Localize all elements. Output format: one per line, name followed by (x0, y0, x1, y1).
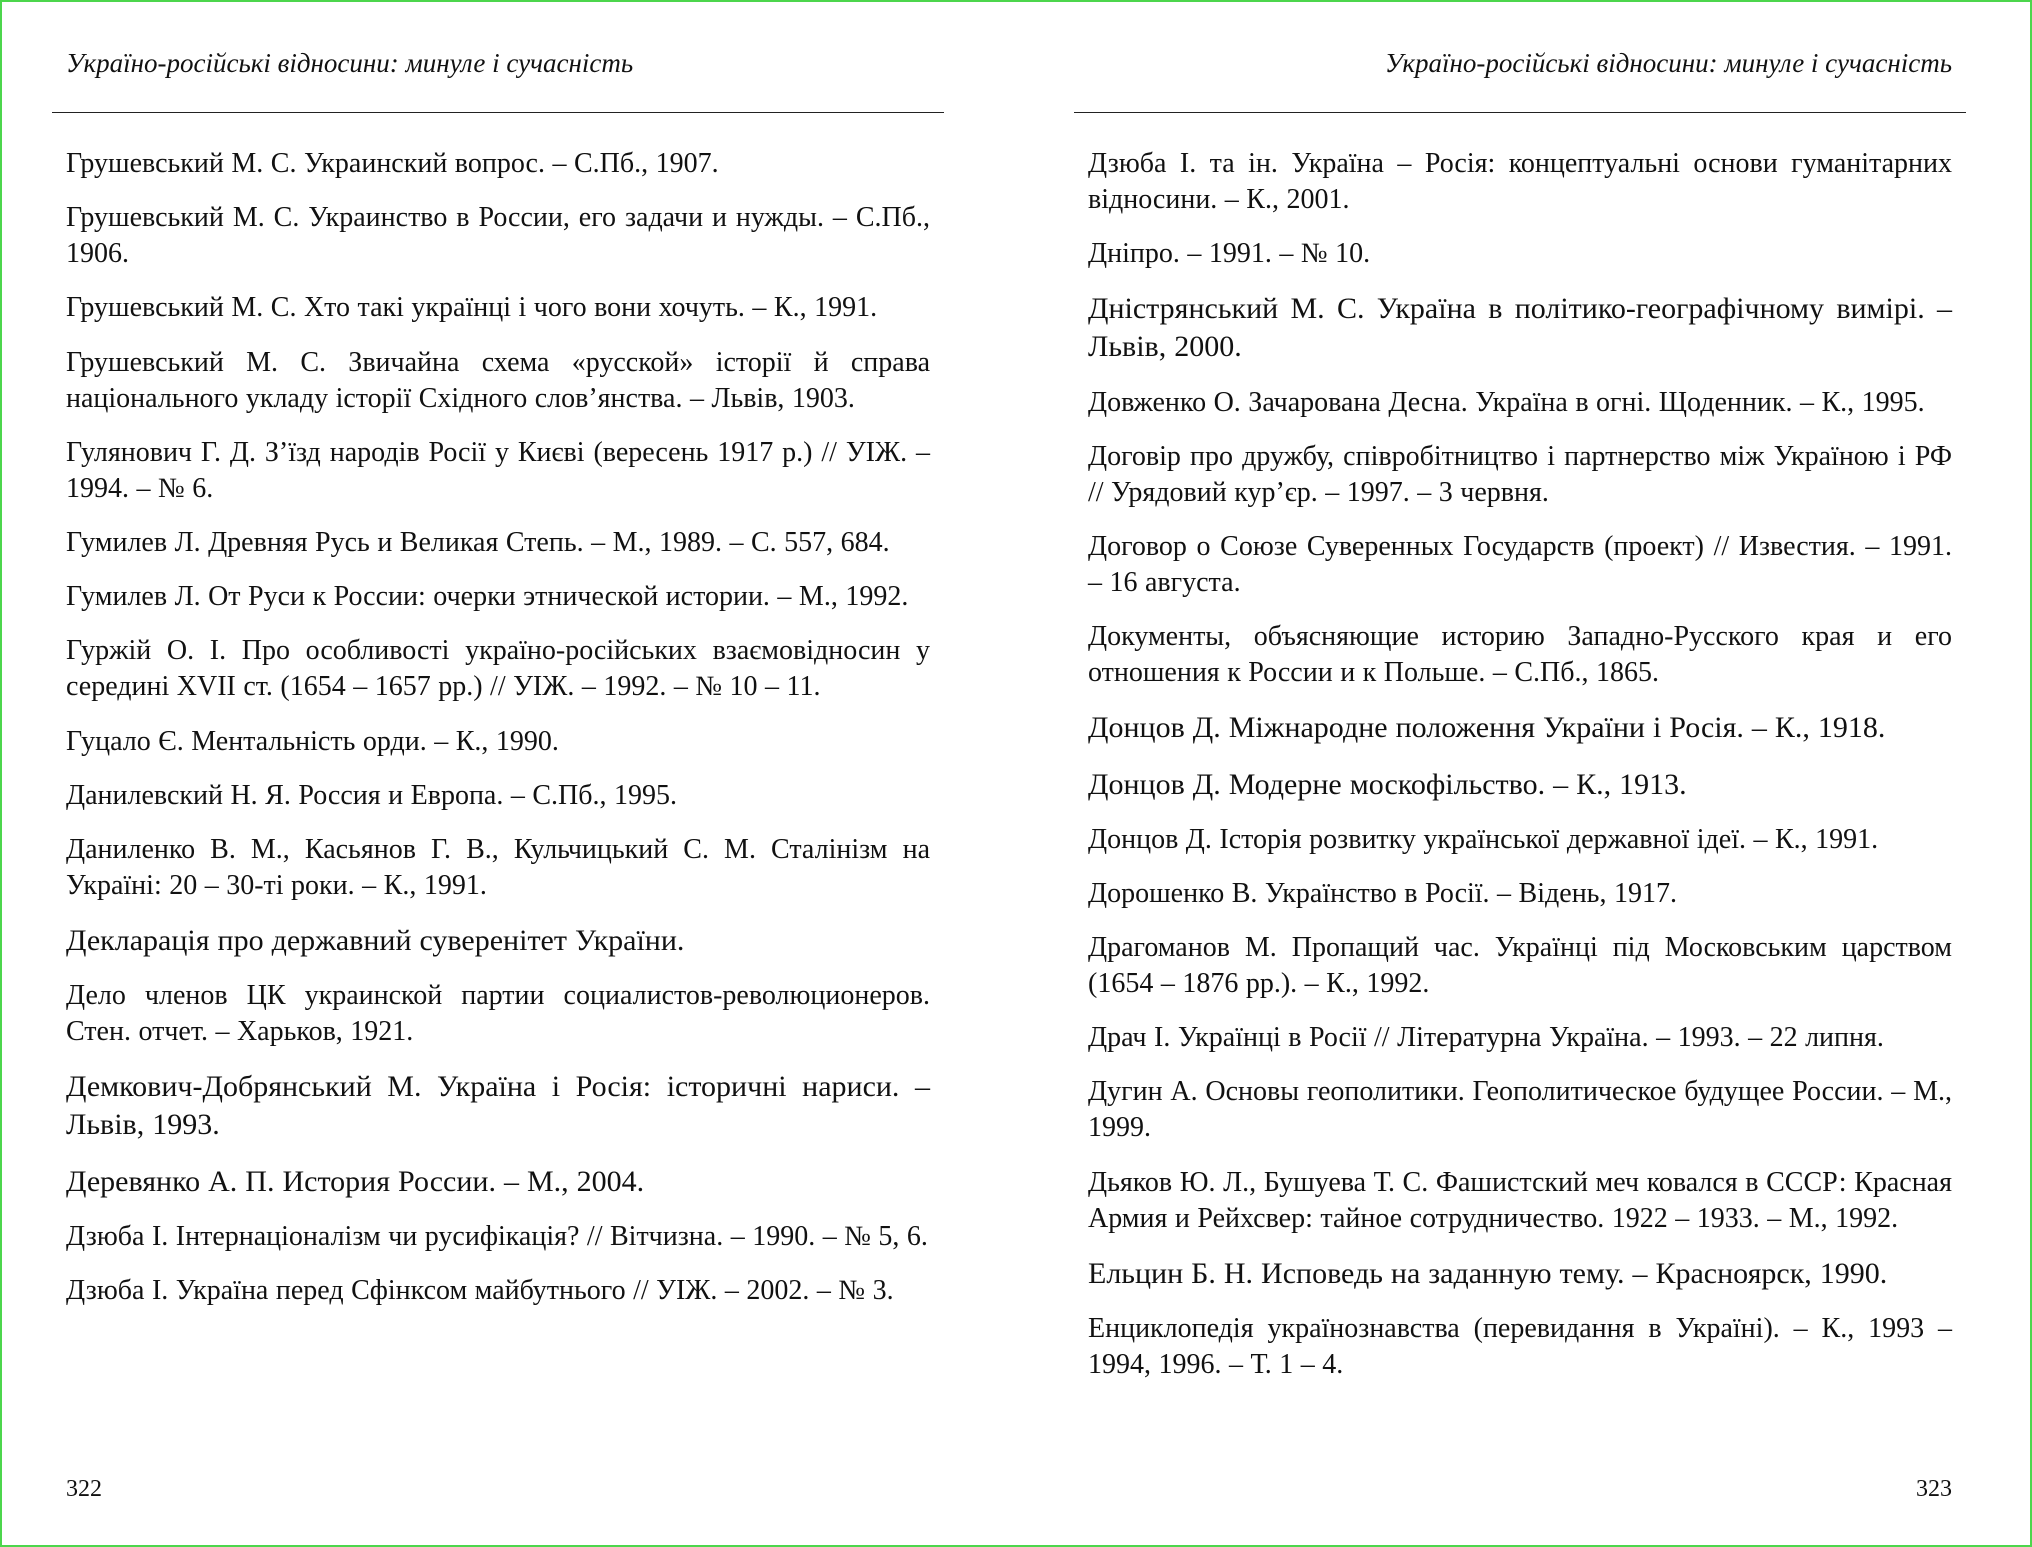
reference-item: Грушевський М. С. Звичайна схема «русской» історії й справа національного укладу історії Східного слов’янства. – Львів, 1903. (66, 346, 930, 414)
reference-item: Грушевський М. С. Хто такі українці і чого вони хочуть. – К., 1991. (66, 292, 878, 324)
reference-item: Дугин А. Основы геополитики. Геополитическое будущее России. – М., 1999. (1088, 1076, 1952, 1144)
reference-item: Дзюба І. Інтернаціоналізм чи русифікація? // Вітчизна. – 1990. – № 5, 6. (66, 1220, 928, 1252)
reference-item: Дніпро. – 1991. – № 10. (1088, 238, 1371, 270)
reference-item: Демкович-Добрянський М. Україна і Росія: історичні нариси. – Львів, 1993. (66, 1070, 930, 1142)
reference-item: Дзюба І. Україна перед Сфінксом майбутнього // УІЖ. – 2002. – № 3. (66, 1275, 894, 1306)
reference-item: Дністрянський М. С. Україна в політико-географічному вимірі. – Львів, 2000. (1088, 292, 1952, 364)
running-head: Україно-російські відносини: минуле і сучасність (66, 48, 634, 78)
reference-item: Донцов Д. Історія розвитку української державної ідеї. – К., 1991. (1088, 823, 1879, 855)
reference-item: Донцов Д. Міжнародне положення України і Росія. – К., 1918. (1088, 711, 1886, 745)
header-rule (52, 112, 944, 113)
reference-list (66, 146, 930, 1327)
reference-item: Грушевський М. С. Украинство в России, его задачи и нужды. – С.Пб., 1906. (66, 202, 930, 270)
reference-item: Грушевський М. С. Украинский вопрос. – С.Пб., 1907. (66, 148, 719, 179)
page-number: 323 (1916, 1476, 1952, 1502)
right-page (1074, 0, 1966, 1547)
reference-item: Драгоманов М. Пропащий час. Українці під Московським царством (1654 – 1876 рр.). – К., 1992. (1088, 932, 1952, 1000)
reference-item: Ельцин Б. Н. Исповедь на заданную тему. – Красноярск, 1990. (1088, 1256, 1888, 1290)
reference-item: Гумилев Л. От Руси к России: очерки этнической истории. – М., 1992. (66, 581, 909, 613)
reference-item: Гумилев Л. Древняя Русь и Великая Степь. – М., 1989. – С. 557, 684. (66, 526, 890, 558)
reference-item: Довженко О. Зачарована Десна. Україна в огні. Щоденник. – К., 1995. (1088, 386, 1925, 418)
running-head: Україно-російські відносини: минуле і сучасність (1384, 48, 1952, 78)
reference-item: Гуцало Є. Ментальність орди. – К., 1990. (66, 725, 559, 757)
reference-item: Енциклопедія українознавства (перевидання в Україні). – К., 1993 – 1994, 1996. – Т. 1 – 4. (1088, 1313, 1952, 1380)
reference-item: Дьяков Ю. Л., Бушуева Т. С. Фашистский меч ковался в СССР: Красная Армия и Рейхсвер: тайное сотрудничество. 1922 – 1933. – М., 1992. (1088, 1166, 1952, 1234)
header-rule (1074, 112, 1966, 113)
reference-list (1088, 146, 1952, 1401)
reference-item: Договір про дружбу, співробітництво і партнерство між Україною і РФ // Урядовий кур’єр. – 1997. – 3 червня. (1088, 440, 1952, 508)
reference-item: Договор о Союзе Суверенных Государств (проект) // Известия. – 1991. – 16 августа. (1088, 530, 1952, 598)
reference-item: Донцов Д. Модерне москофільство. – К., 1913. (1088, 767, 1687, 801)
reference-item: Деревянко А. П. История России. – М., 2004. (66, 1164, 645, 1198)
page-number: 322 (66, 1476, 102, 1502)
left-page (52, 0, 944, 1547)
reference-item: Данилевский Н. Я. Россия и Европа. – С.Пб., 1995. (66, 779, 678, 811)
reference-item: Дзюба І. та ін. Україна – Росія: концептуальні основи гуманітарних відносини. – К., 2001. (1088, 148, 1952, 215)
reference-item: Дорошенко В. Українство в Росії. – Відень, 1917. (1088, 877, 1677, 909)
reference-item: Документы, объясняющие историю Западно-Русского края и его отношения к России и к Польше. – С.Пб., 1865. (1088, 621, 1952, 689)
reference-item: Гулянович Г. Д. З’їзд народів Росії у Києві (вересень 1917 р.) // УІЖ. – 1994. – № 6. (66, 436, 930, 504)
reference-item: Драч І. Українці в Росії // Літературна Україна. – 1993. – 22 липня. (1088, 1022, 1884, 1054)
reference-item: Декларація про державний суверенітет України. (66, 924, 685, 958)
reference-item: Даниленко В. М., Касьянов Г. В., Кульчицький С. М. Сталінізм на Україні: 20 – 30-ті роки. – К., 1991. (66, 833, 930, 901)
reference-item: Дело членов ЦК украинской партии социалистов-революционеров. Стен. отчет. – Харьков, 1921. (66, 980, 930, 1048)
reference-item: Гуржій О. І. Про особливості україно-російських взаємовідносин у середині XVII ст. (1654 – 1657 рр.) // УІЖ. – 1992. – № 10 – 11. (66, 635, 930, 703)
